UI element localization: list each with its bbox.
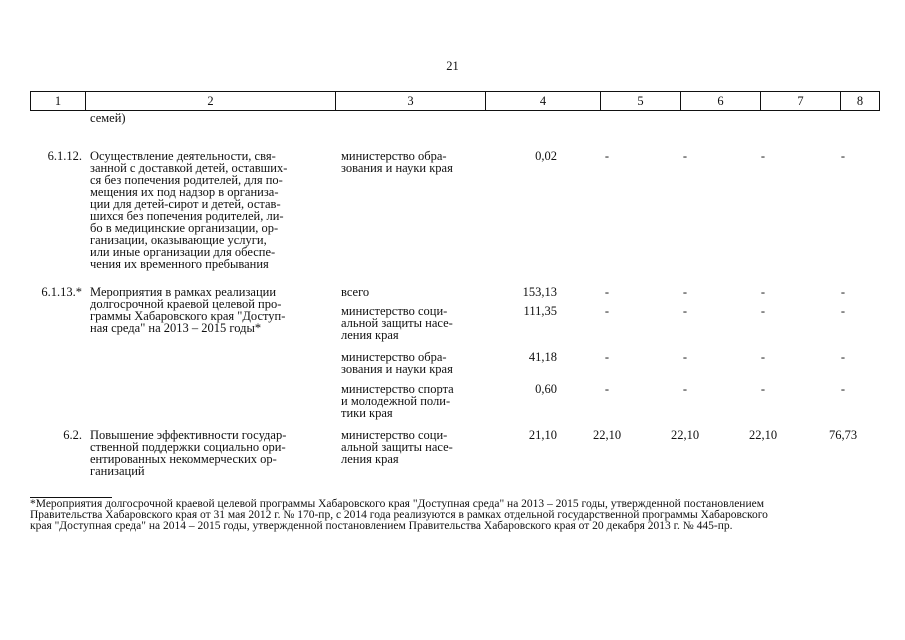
description-line: Мероприятия в рамках реализации <box>90 285 277 299</box>
column-header-8: 8 <box>856 94 864 108</box>
value-c5: - <box>604 285 610 299</box>
executor <box>341 351 453 375</box>
description-line: ная среда" на 2013 – 2015 годы* <box>90 321 262 335</box>
value-c8: - <box>840 285 846 299</box>
column-header-1: 1 <box>31 92 86 110</box>
column-header-6: 6 <box>681 92 761 110</box>
value-c6: - <box>682 149 688 163</box>
page-number: 21 <box>446 59 459 73</box>
value-c8: - <box>840 350 846 364</box>
value-c4: 0,60 <box>535 382 557 396</box>
executor-line: альной защиты насе- <box>341 440 453 454</box>
executor-line: министерство обра- <box>341 149 447 163</box>
description-line: мещения их под надзор в организа- <box>90 185 279 199</box>
activity-description <box>90 150 287 270</box>
executor <box>341 383 454 419</box>
value-c5: - <box>604 149 610 163</box>
value-c7: 22,10 <box>748 428 778 442</box>
value-c7: - <box>760 350 766 364</box>
value-c5: - <box>604 350 610 364</box>
executor <box>341 305 453 341</box>
value-c5: - <box>604 304 610 318</box>
executor-line: зования и науки края <box>341 161 453 175</box>
column-header-4: 4 <box>486 92 601 110</box>
activity-description <box>90 286 285 334</box>
row-number: 6.1.13.* <box>41 285 82 299</box>
executor-line: министерство спорта <box>341 382 454 396</box>
description-line: ственной поддержки социально ори- <box>90 440 286 454</box>
value-c6: - <box>682 285 688 299</box>
row-number: 6.1.12. <box>47 149 82 163</box>
value-c8: - <box>840 149 846 163</box>
executor-line: министерство обра- <box>341 350 447 364</box>
description-line: Осуществление деятельности, свя- <box>90 149 276 163</box>
footnote-line: края "Доступная среда" на 2014 – 2015 годы, утвержденной постановлением Правительства Хабаровского края от 20 декабря 2013 г. № 445-пр. <box>30 520 733 532</box>
value-c5: 22,10 <box>592 428 622 442</box>
description-line: граммы Хабаровского края "Доступ- <box>90 309 286 323</box>
executor-line: министерство соци- <box>341 428 448 442</box>
value-c6: 22,10 <box>670 428 700 442</box>
footnote-line: Правительства Хабаровского края от 31 мая 2012 г. № 170-пр, с 2014 года реализуются в рамках отдельной государственной программы Хабаровского <box>30 509 768 521</box>
value-c8: - <box>840 382 846 396</box>
description-line: ции для детей-сирот и детей, остав- <box>90 197 281 211</box>
description-line: шихся без попечения родителей, ли- <box>90 209 284 223</box>
executor-line: альной защиты насе- <box>341 316 453 330</box>
value-c5: - <box>604 382 610 396</box>
table-header <box>30 91 880 111</box>
value-c8: 76,73 <box>828 428 858 442</box>
value-c8: - <box>840 304 846 318</box>
row-number: 6.2. <box>63 428 82 442</box>
executor-line: всего <box>341 285 370 299</box>
footnote-line: *Мероприятия долгосрочной краевой целевой программы Хабаровского края "Доступная среда" на 2013 – 2015 годы, утвержденной постановлением <box>30 498 764 510</box>
executor-line: тики края <box>341 406 393 420</box>
executor-line: министерство соци- <box>341 304 448 318</box>
footnote <box>30 499 885 532</box>
value-c7: - <box>760 304 766 318</box>
value-c4: 153,13 <box>522 285 557 299</box>
description-line: занной с доставкой детей, оставших- <box>90 161 288 175</box>
executor <box>341 286 369 298</box>
description-line: Повышение эффективности государ- <box>90 428 287 442</box>
value-c6: - <box>682 304 688 318</box>
column-header-3: 3 <box>336 92 486 110</box>
executor <box>341 150 453 174</box>
description-line: ентированных некоммерческих ор- <box>90 452 277 466</box>
carry-over-text: семей) <box>90 111 126 125</box>
executor-line: ления края <box>341 452 399 466</box>
description-line: или иные организации для обеспе- <box>90 245 276 259</box>
column-header-5: 5 <box>601 92 681 110</box>
column-header-7: 7 <box>761 92 841 110</box>
activity-description <box>90 429 286 477</box>
description-line: ганизаций <box>90 464 145 478</box>
value-c7: - <box>760 149 766 163</box>
description-line: чения их временного пребывания <box>90 257 269 271</box>
value-c4: 111,35 <box>523 304 557 318</box>
executor-line: зования и науки края <box>341 362 453 376</box>
executor-line: ления края <box>341 328 399 342</box>
executor <box>341 429 453 465</box>
column-header-2: 2 <box>86 92 336 110</box>
value-c6: - <box>682 350 688 364</box>
value-c7: - <box>760 285 766 299</box>
description-line: бо в медицинские организации, ор- <box>90 221 279 235</box>
description-line: долгосрочной краевой целевой про- <box>90 297 282 311</box>
value-c4: 21,10 <box>528 428 557 442</box>
value-c4: 41,18 <box>528 350 557 364</box>
executor-line: и молодежной поли- <box>341 394 451 408</box>
value-c4: 0,02 <box>535 149 557 163</box>
description-line: ся без попечения родителей, для по- <box>90 173 283 187</box>
value-c7: - <box>760 382 766 396</box>
value-c6: - <box>682 382 688 396</box>
description-line: ганизации, оказывающие услуги, <box>90 233 267 247</box>
